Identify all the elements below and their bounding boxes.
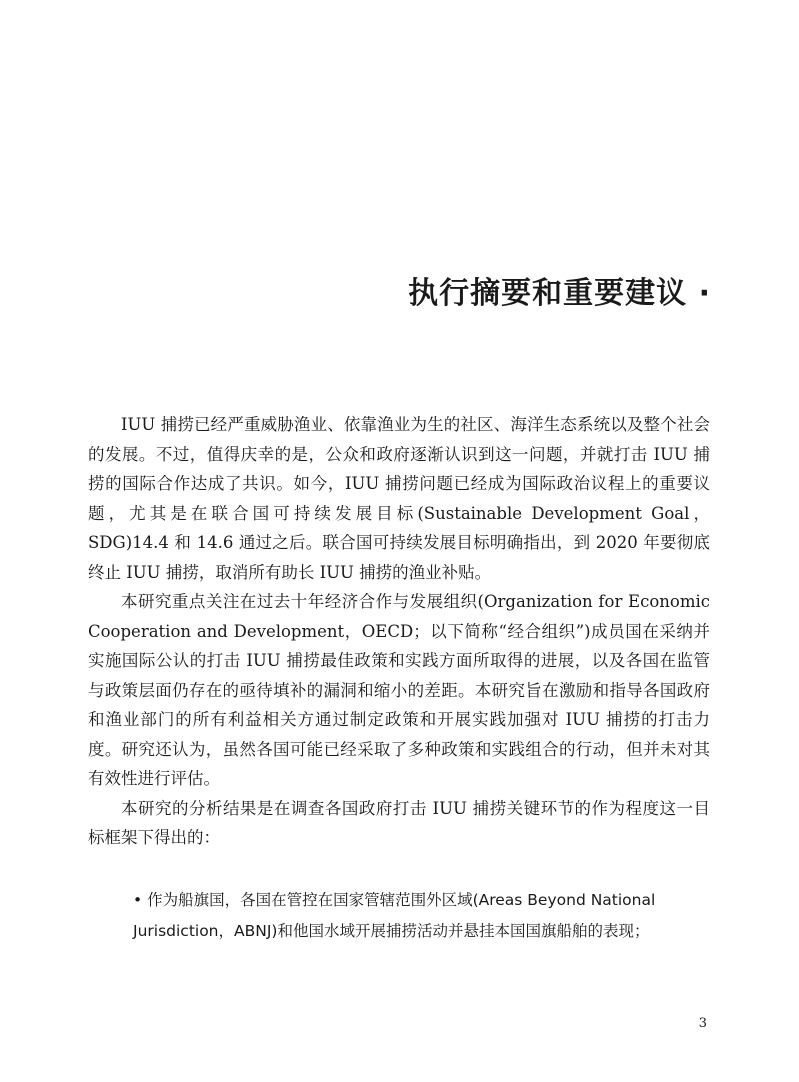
body-text [88,410,710,853]
page-number: 3 [698,1016,707,1031]
chapter-title: 执行摘要和重要建议 · [408,276,711,311]
bullet-item-flag-state: • 作为船旗国，各国在管控在国家管辖范围外区域(Areas Beyond National Jurisdiction，ABNJ)和他国水域开展捕捞活动并悬挂本国国旗船舶的表现； [133,891,656,940]
paragraph-2: 本研究重点关注在过去十年经济合作与发展组织(Organization for Economic Cooperation and Development，OECD；以下简称“经合组织”)成员国在采纳并实施国际公认的打击 IUU 捕捞最佳政策和实践方面所取得的进展，以及各国在监管与政策层面仍存在的亟待填补的漏洞和缩小的差距。本研究旨在激励和指导各国政府和渔业部门的所有利益相关方通过制定政策和开展实践加强对 IUU 捕捞的打击力度。研究还认为，虽然各国可能已经采取了多种政策和实践组合的行动，但并未对其有效性进行评估。 [88,592,710,788]
paragraph-3: 本研究的分析结果是在调查各国政府打击 IUU 捕捞关键环节的作为程度这一目标框架下得出的： [88,798,710,847]
paragraph-1: IUU 捕捞已经严重威胁渔业、依靠渔业为生的社区、海洋生态系统以及整个社会的发展。不过，值得庆幸的是，公众和政府逐渐认识到这一问题，并就打击 IUU 捕捞的国际合作达成了共识。如今，IUU 捕捞问题已经成为国际政治议程上的重要议题，尤其是在联合国可持续发展目标(Sustainable Development Goal，SDG)14.4 和 14.6 通过之后。联合国可持续发展目标明确指出，到 2020 年要彻底终止 IUU 捕捞，取消所有助长 IUU 捕捞的渔业补贴。 [88,415,710,582]
